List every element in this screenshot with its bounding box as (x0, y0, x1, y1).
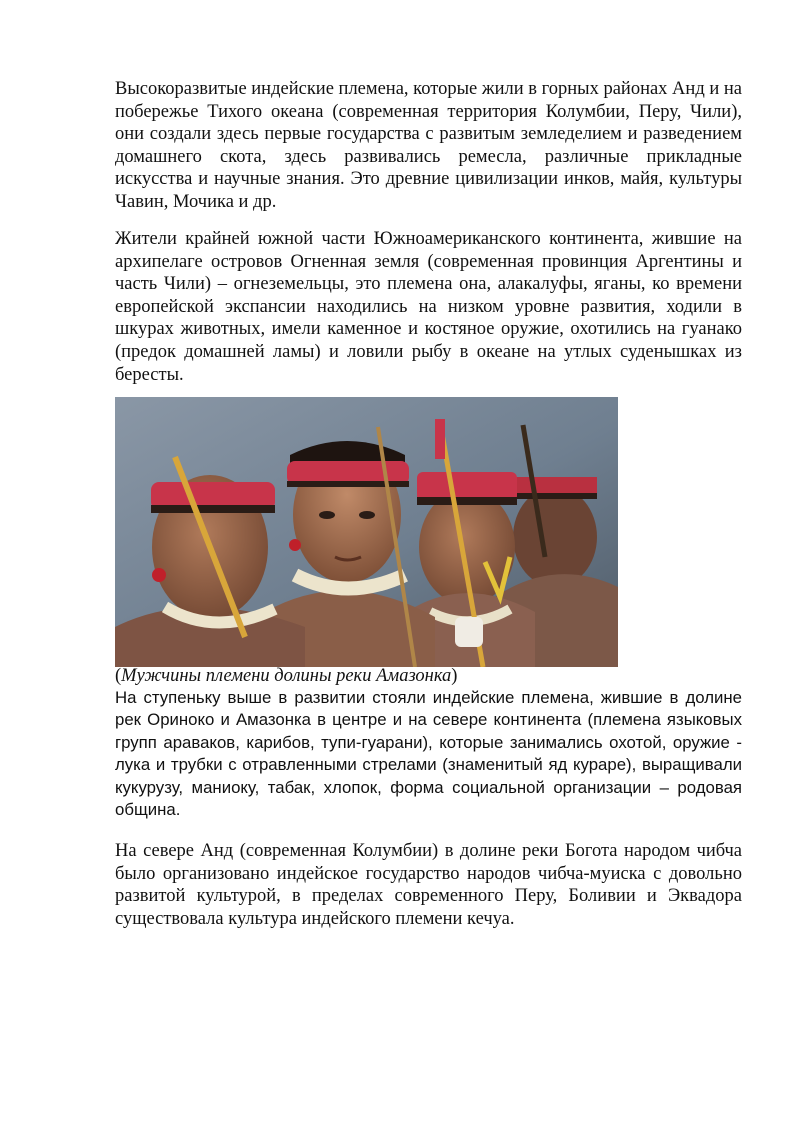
caption-open-paren: ( (115, 666, 122, 686)
amazon-tribe-photo (115, 397, 618, 667)
photo-caption (115, 665, 457, 687)
paragraph-orinoco-amazon: На ступеньку выше в развитии стояли индейские племена, жившие в долине рек Ориноко и Амазонка в центре и на севере континента (племена языковых групп араваков, карибов, тупи-гуарани), которые занимались охотой, оружие - лука и трубки с отравленными стрелами (знаменитый яд кураре), выращивали кукурузу, маниоку, табак, хлопок, форма социальной организации – родовая община. (115, 688, 742, 820)
paragraph-tierra-del-fuego: Жители крайней южной части Южноамериканского континента, жившие на архипелаге островов Огненная земля (современная провинция Аргентины и часть Чили) – огнеземельцы, это племена она, алакалуфы, яганы, ко времени европейской экспансии находились на низком уровне развития, ходили в шкурах животных, имели каменное и костяное оружие, охотились на гуанако (предок домашней ламы) и ловили рыбу в океане на утлых суденышках из бересты. (115, 229, 742, 385)
paragraph-andes-civilizations: Высокоразвитые индейские племена, которые жили в горных районах Анд и на побережье Тихого океана (современная территория Колумбии, Перу, Чили), они создали здесь первые государства с развитым земледелием и разведением домашнего скота, здесь развивались ремесла, различные прикладные искусства и научные знания. Это древние цивилизации инков, майя, культуры Чавин, Мочика и др. (115, 79, 742, 212)
caption-close-paren: ) (451, 666, 458, 686)
paragraph-chibcha-quechua: На севере Анд (современная Колумбии) в долине реки Богота народом чибча было организовано индейское государство народов чибча-муиска с довольно развитой культурой, в пределах современного Перу, Боливии и Эквадора существовала культура индейского племени кечуа. (115, 841, 742, 929)
caption-text: Мужчины племени долины реки Амазонка (121, 666, 452, 686)
